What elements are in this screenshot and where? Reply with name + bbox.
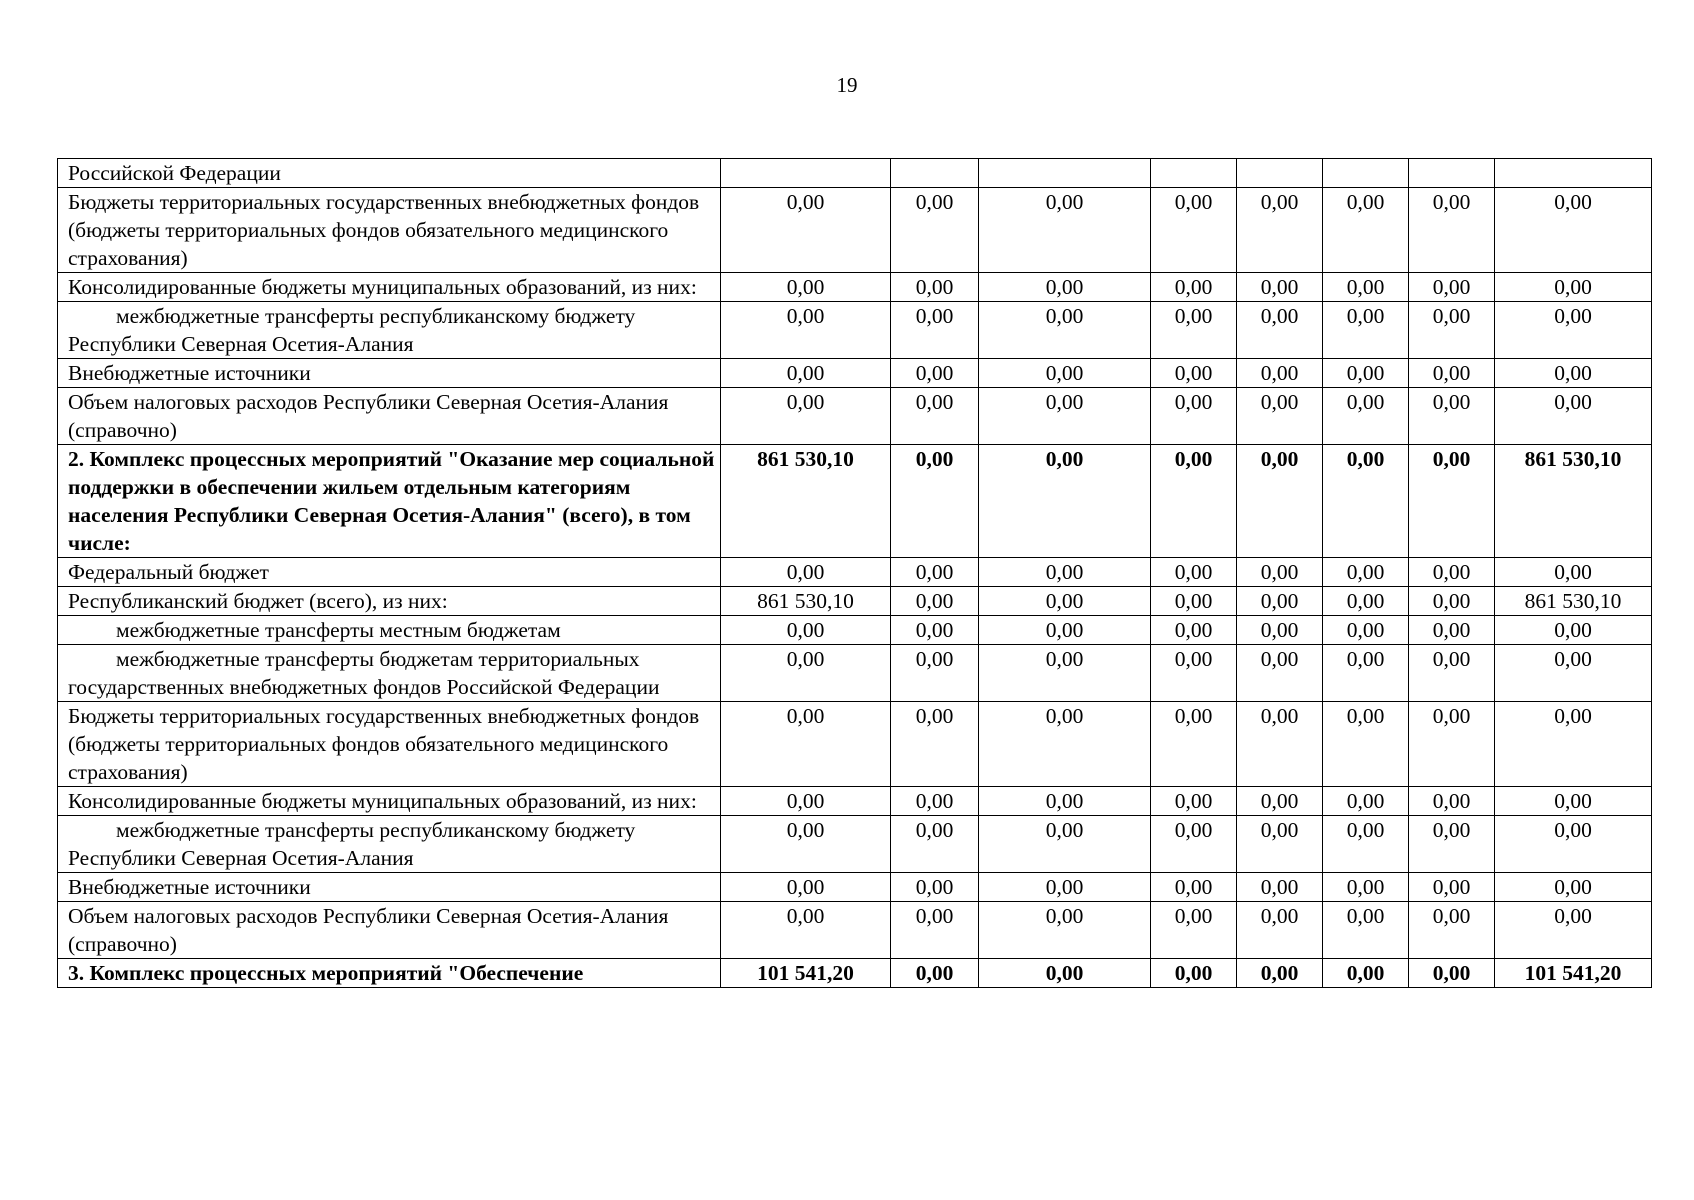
value-cell: 0,00 — [1409, 188, 1495, 273]
value-cell: 0,00 — [721, 616, 891, 645]
value-cell: 0,00 — [1495, 188, 1652, 273]
table-row — [58, 388, 1652, 445]
value-cell: 0,00 — [721, 873, 891, 902]
value-cell: 0,00 — [1237, 616, 1323, 645]
value-cell: 0,00 — [891, 873, 979, 902]
value-cell: 0,00 — [1237, 816, 1323, 873]
value-cell: 0,00 — [1495, 816, 1652, 873]
value-cell: 0,00 — [891, 959, 979, 988]
value-cell: 0,00 — [1237, 787, 1323, 816]
table-row — [58, 587, 1652, 616]
value-cell: 0,00 — [979, 959, 1151, 988]
value-cell: 0,00 — [1495, 616, 1652, 645]
value-cell: 0,00 — [1323, 645, 1409, 702]
value-cell: 0,00 — [1495, 388, 1652, 445]
value-cell: 0,00 — [721, 273, 891, 302]
table-row — [58, 787, 1652, 816]
value-cell: 0,00 — [721, 816, 891, 873]
value-cell: 0,00 — [1237, 359, 1323, 388]
table-row — [58, 873, 1652, 902]
row-label: Бюджеты территориальных государственных внебюджетных фондов (бюджеты территориальных фондов обязательного медицинского страхования) — [68, 190, 700, 270]
row-label-cell — [58, 816, 721, 873]
row-label-cell — [58, 302, 721, 359]
row-label-cell — [58, 902, 721, 959]
row-label-cell — [58, 273, 721, 302]
row-label: Объем налоговых расходов Республики Северная Осетия-Алания (справочно) — [68, 904, 669, 956]
row-label-cell — [58, 959, 721, 988]
value-cell: 0,00 — [1409, 558, 1495, 587]
value-cell — [1323, 159, 1409, 188]
table-row — [58, 702, 1652, 787]
value-cell: 0,00 — [1409, 959, 1495, 988]
value-cell: 0,00 — [979, 558, 1151, 587]
value-cell — [1409, 159, 1495, 188]
value-cell: 0,00 — [1151, 873, 1237, 902]
value-cell: 0,00 — [721, 645, 891, 702]
row-label: межбюджетные трансферты бюджетам территориальных государственных внебюджетных фондов Российской Федерации — [68, 647, 660, 699]
value-cell: 0,00 — [1151, 816, 1237, 873]
value-cell: 0,00 — [1323, 359, 1409, 388]
value-cell: 0,00 — [1237, 188, 1323, 273]
value-cell: 0,00 — [1151, 702, 1237, 787]
value-cell: 0,00 — [979, 902, 1151, 959]
value-cell: 0,00 — [1237, 587, 1323, 616]
value-cell: 0,00 — [1495, 873, 1652, 902]
value-cell: 0,00 — [891, 787, 979, 816]
value-cell: 0,00 — [1237, 959, 1323, 988]
value-cell: 0,00 — [1237, 702, 1323, 787]
row-label: Бюджеты территориальных государственных внебюджетных фондов (бюджеты территориальных фондов обязательного медицинского страхования) — [68, 704, 700, 784]
value-cell: 0,00 — [1151, 645, 1237, 702]
value-cell: 0,00 — [979, 445, 1151, 558]
row-label-cell — [58, 558, 721, 587]
value-cell: 0,00 — [721, 702, 891, 787]
value-cell: 0,00 — [891, 816, 979, 873]
row-label: Консолидированные бюджеты муниципальных образований, из них: — [68, 789, 697, 813]
row-label: 2. Комплекс процессных мероприятий "Оказание мер социальной поддержки в обеспечении жильем отдельным категориям населения Республики Северная Осетия-Алания" (всего), в том числе: — [68, 447, 715, 555]
value-cell: 0,00 — [979, 359, 1151, 388]
value-cell: 0,00 — [1237, 558, 1323, 587]
value-cell: 0,00 — [1495, 645, 1652, 702]
value-cell: 0,00 — [1323, 959, 1409, 988]
value-cell: 0,00 — [1323, 388, 1409, 445]
value-cell: 0,00 — [1495, 787, 1652, 816]
value-cell: 0,00 — [721, 359, 891, 388]
value-cell: 0,00 — [1151, 188, 1237, 273]
value-cell: 0,00 — [1323, 616, 1409, 645]
value-cell: 0,00 — [979, 587, 1151, 616]
value-cell: 0,00 — [1151, 359, 1237, 388]
row-label: Внебюджетные источники — [68, 361, 311, 385]
value-cell: 0,00 — [1237, 273, 1323, 302]
value-cell: 0,00 — [979, 787, 1151, 816]
value-cell: 0,00 — [979, 645, 1151, 702]
table-row — [58, 616, 1652, 645]
value-cell: 0,00 — [1409, 787, 1495, 816]
value-cell: 0,00 — [1409, 359, 1495, 388]
value-cell: 0,00 — [1151, 558, 1237, 587]
value-cell: 0,00 — [721, 188, 891, 273]
value-cell: 0,00 — [979, 388, 1151, 445]
table-row — [58, 159, 1652, 188]
value-cell: 0,00 — [891, 388, 979, 445]
value-cell: 0,00 — [1495, 902, 1652, 959]
value-cell: 0,00 — [1237, 645, 1323, 702]
value-cell: 0,00 — [891, 558, 979, 587]
value-cell: 0,00 — [1237, 902, 1323, 959]
value-cell: 0,00 — [891, 302, 979, 359]
value-cell: 0,00 — [721, 302, 891, 359]
row-label: межбюджетные трансферты местным бюджетам — [116, 618, 561, 642]
value-cell: 0,00 — [979, 302, 1151, 359]
row-label: межбюджетные трансферты республиканскому бюджету Республики Северная Осетия-Алания — [68, 304, 636, 356]
value-cell: 0,00 — [891, 359, 979, 388]
value-cell: 0,00 — [1323, 902, 1409, 959]
value-cell: 0,00 — [1409, 645, 1495, 702]
value-cell — [1495, 159, 1652, 188]
row-label-cell — [58, 787, 721, 816]
value-cell: 0,00 — [1409, 702, 1495, 787]
row-label: Федеральный бюджет — [68, 560, 269, 584]
value-cell — [979, 159, 1151, 188]
value-cell: 0,00 — [721, 388, 891, 445]
value-cell: 0,00 — [1323, 188, 1409, 273]
value-cell: 861 530,10 — [1495, 445, 1652, 558]
value-cell: 0,00 — [1323, 787, 1409, 816]
value-cell: 0,00 — [1151, 902, 1237, 959]
value-cell: 0,00 — [1409, 273, 1495, 302]
value-cell: 0,00 — [1323, 702, 1409, 787]
value-cell: 0,00 — [1151, 273, 1237, 302]
value-cell: 0,00 — [1237, 445, 1323, 558]
value-cell: 0,00 — [1323, 558, 1409, 587]
value-cell: 861 530,10 — [1495, 587, 1652, 616]
value-cell: 0,00 — [1151, 787, 1237, 816]
table-row — [58, 558, 1652, 587]
table-row — [58, 902, 1652, 959]
value-cell: 0,00 — [1409, 616, 1495, 645]
row-label: Внебюджетные источники — [68, 875, 311, 899]
value-cell: 0,00 — [721, 902, 891, 959]
row-label-cell — [58, 159, 721, 188]
value-cell: 0,00 — [1409, 873, 1495, 902]
row-label: Республиканский бюджет (всего), из них: — [68, 589, 448, 613]
value-cell: 0,00 — [1237, 302, 1323, 359]
value-cell: 0,00 — [1409, 902, 1495, 959]
table-row — [58, 645, 1652, 702]
table-row — [58, 359, 1652, 388]
row-label-cell — [58, 188, 721, 273]
value-cell: 0,00 — [1323, 273, 1409, 302]
row-label-cell — [58, 702, 721, 787]
value-cell: 0,00 — [891, 616, 979, 645]
row-label: Объем налоговых расходов Республики Северная Осетия-Алания (справочно) — [68, 390, 669, 442]
row-label-cell — [58, 388, 721, 445]
value-cell: 0,00 — [1495, 302, 1652, 359]
value-cell: 0,00 — [1409, 587, 1495, 616]
table-row — [58, 816, 1652, 873]
value-cell: 0,00 — [1409, 445, 1495, 558]
value-cell: 0,00 — [1323, 816, 1409, 873]
value-cell: 0,00 — [1323, 873, 1409, 902]
row-label-cell — [58, 645, 721, 702]
row-label-cell — [58, 616, 721, 645]
row-label: 3. Комплекс процессных мероприятий "Обеспечение — [68, 961, 584, 985]
value-cell: 0,00 — [891, 702, 979, 787]
table-row — [58, 273, 1652, 302]
value-cell: 0,00 — [979, 873, 1151, 902]
row-label: межбюджетные трансферты республиканскому бюджету Республики Северная Осетия-Алания — [68, 818, 636, 870]
value-cell: 0,00 — [1323, 445, 1409, 558]
value-cell: 101 541,20 — [721, 959, 891, 988]
page-number: 19 — [836, 73, 858, 97]
value-cell: 0,00 — [891, 645, 979, 702]
row-label: Консолидированные бюджеты муниципальных образований, из них: — [68, 275, 697, 299]
row-label-cell — [58, 587, 721, 616]
value-cell: 0,00 — [721, 558, 891, 587]
value-cell: 0,00 — [1151, 959, 1237, 988]
value-cell: 0,00 — [891, 445, 979, 558]
row-label-cell — [58, 445, 721, 558]
value-cell: 0,00 — [1151, 587, 1237, 616]
value-cell: 0,00 — [1495, 359, 1652, 388]
value-cell: 0,00 — [1323, 302, 1409, 359]
row-label-cell — [58, 873, 721, 902]
value-cell: 0,00 — [1237, 388, 1323, 445]
value-cell: 0,00 — [1151, 302, 1237, 359]
value-cell: 0,00 — [1151, 388, 1237, 445]
value-cell: 0,00 — [979, 273, 1151, 302]
value-cell: 0,00 — [891, 902, 979, 959]
value-cell: 0,00 — [979, 702, 1151, 787]
value-cell — [1151, 159, 1237, 188]
value-cell: 0,00 — [1495, 702, 1652, 787]
value-cell: 861 530,10 — [721, 587, 891, 616]
value-cell: 101 541,20 — [1495, 959, 1652, 988]
value-cell: 0,00 — [1495, 558, 1652, 587]
value-cell: 0,00 — [1237, 873, 1323, 902]
value-cell: 0,00 — [979, 188, 1151, 273]
table-row — [58, 302, 1652, 359]
budget-table — [57, 158, 1652, 988]
value-cell — [721, 159, 891, 188]
value-cell — [891, 159, 979, 188]
value-cell: 0,00 — [891, 188, 979, 273]
row-label-cell — [58, 359, 721, 388]
value-cell: 0,00 — [979, 616, 1151, 645]
value-cell: 0,00 — [1151, 445, 1237, 558]
value-cell: 0,00 — [1323, 587, 1409, 616]
value-cell — [1237, 159, 1323, 188]
value-cell: 0,00 — [1409, 816, 1495, 873]
value-cell: 0,00 — [1151, 616, 1237, 645]
row-label: Российской Федерации — [68, 161, 281, 185]
value-cell: 0,00 — [1409, 302, 1495, 359]
value-cell: 0,00 — [1409, 388, 1495, 445]
table-row — [58, 959, 1652, 988]
table-row — [58, 188, 1652, 273]
table-row — [58, 445, 1652, 558]
value-cell: 861 530,10 — [721, 445, 891, 558]
value-cell: 0,00 — [979, 816, 1151, 873]
value-cell: 0,00 — [891, 273, 979, 302]
table-body — [58, 159, 1652, 988]
value-cell: 0,00 — [891, 587, 979, 616]
value-cell: 0,00 — [1495, 273, 1652, 302]
value-cell: 0,00 — [721, 787, 891, 816]
